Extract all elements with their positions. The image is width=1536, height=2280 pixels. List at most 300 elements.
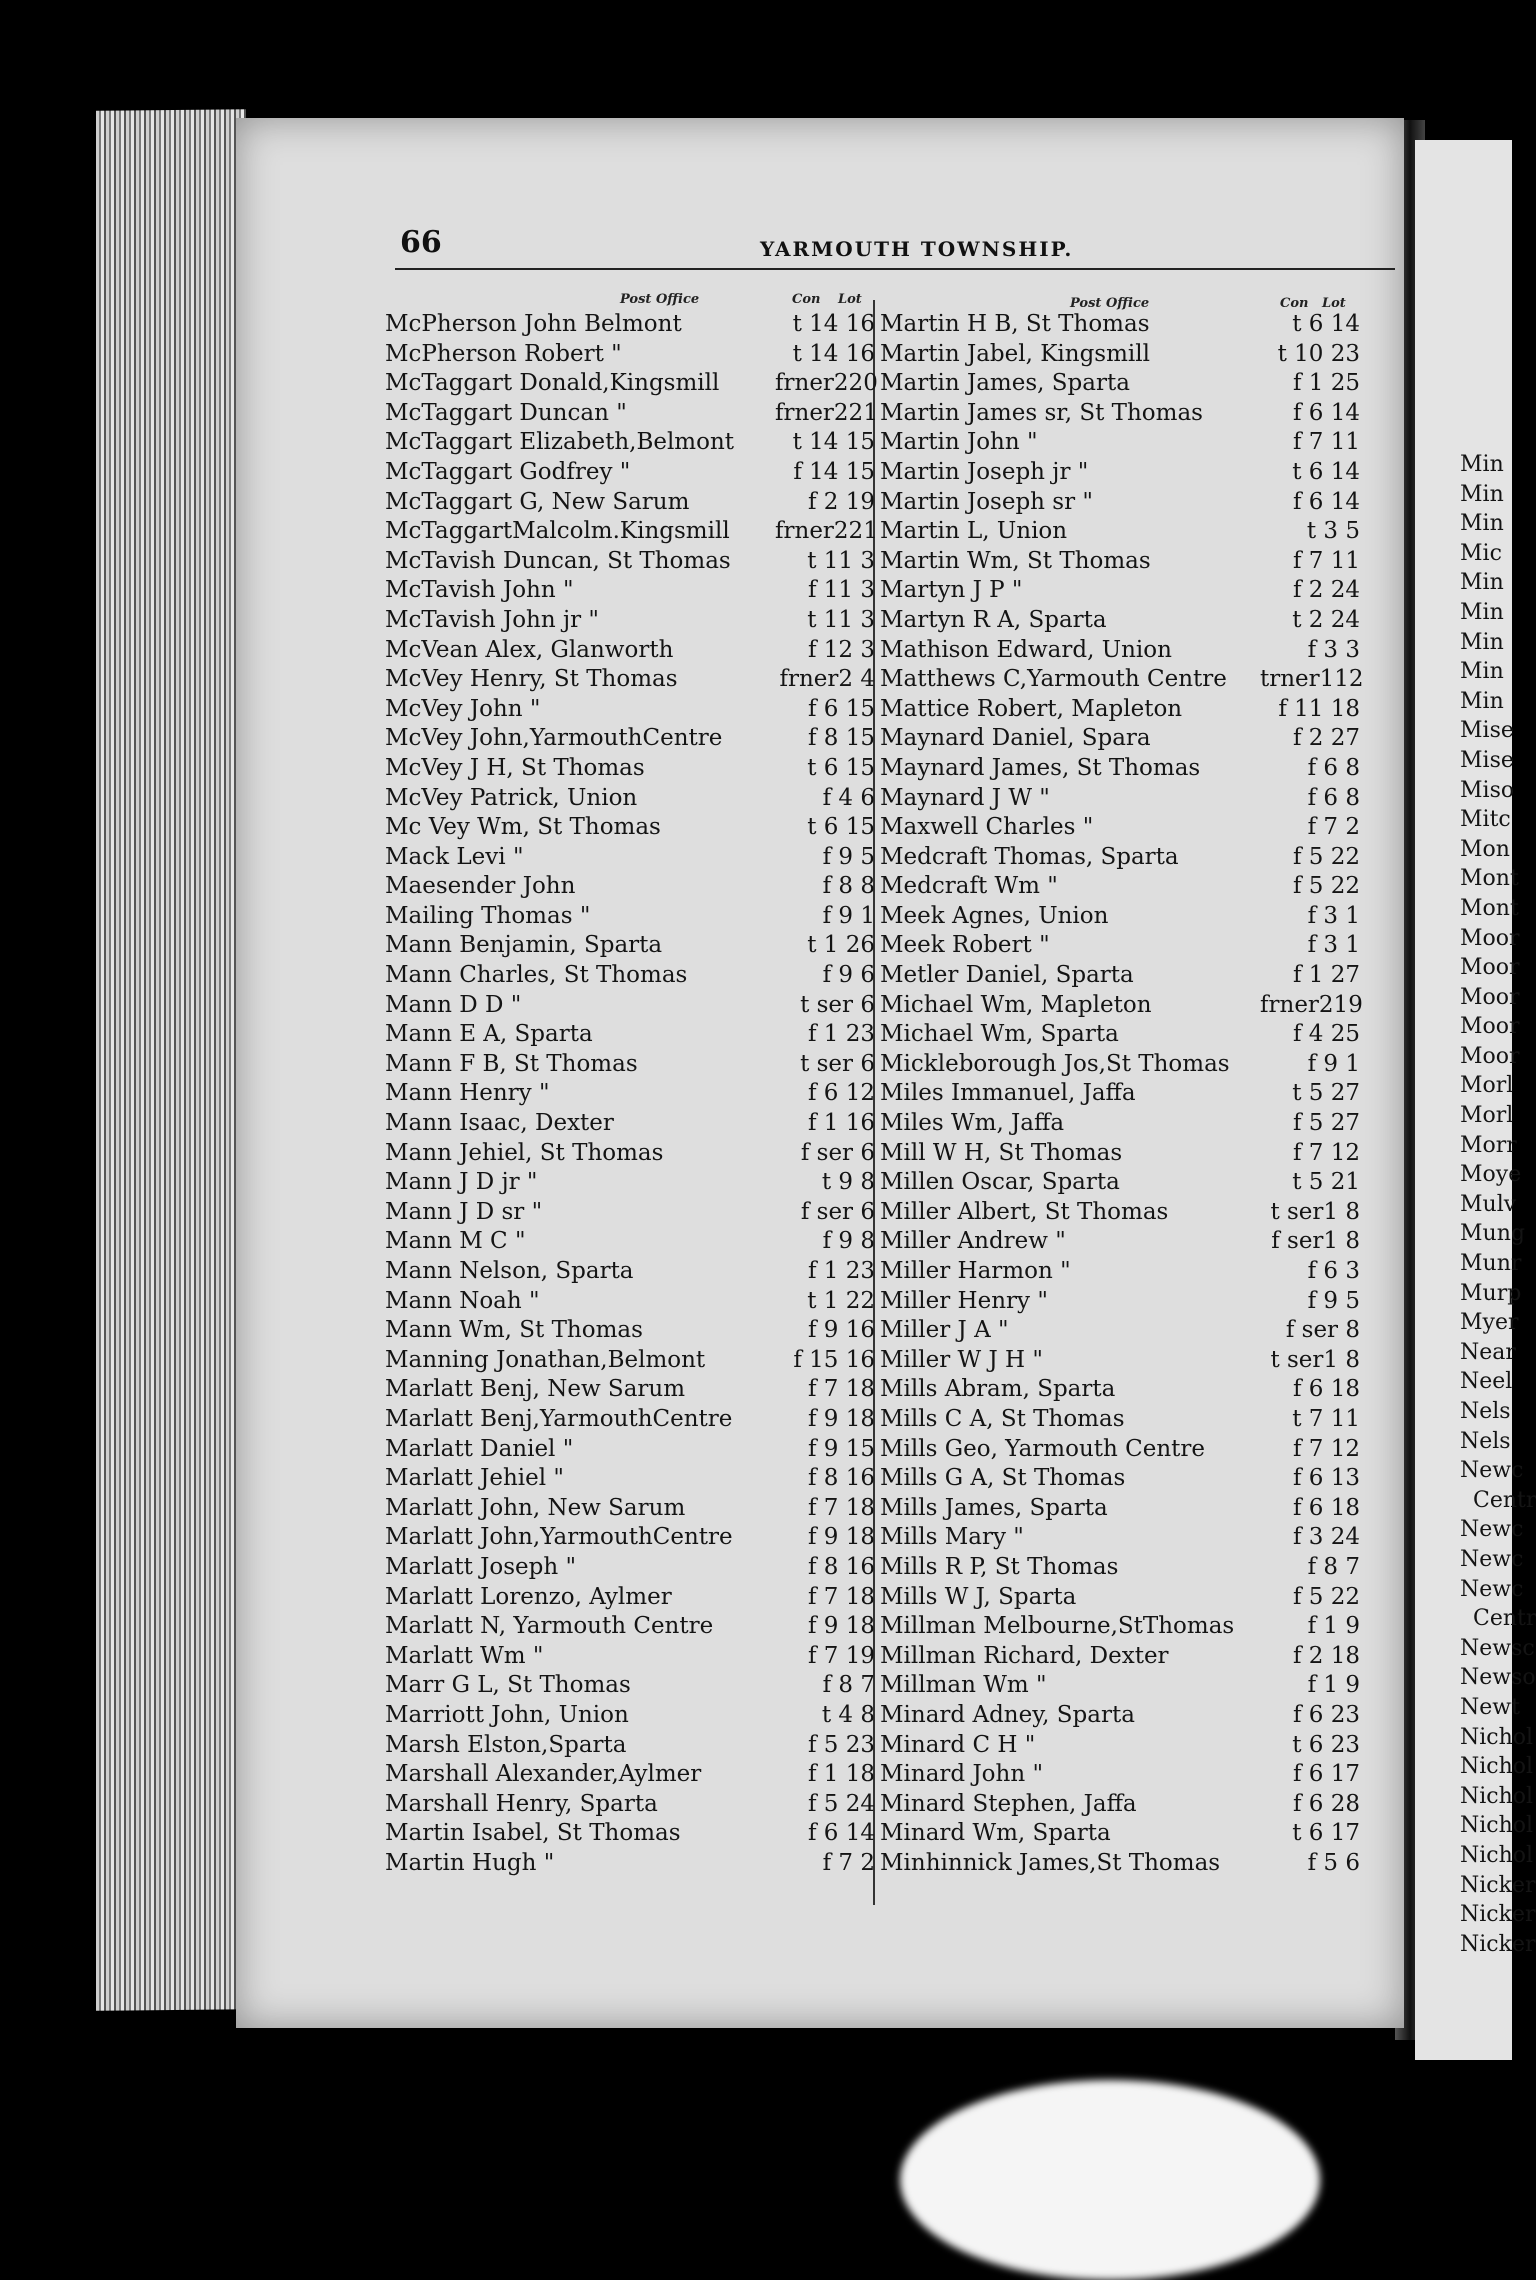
facing-page-fragment: Nichol — [1460, 1724, 1534, 1750]
entry-con-lot: f ser 6 — [800, 1139, 875, 1166]
facing-page-fragment: Nicker — [1460, 1872, 1536, 1898]
entry-con-lot: f 9 18 — [807, 1524, 875, 1551]
entry-name: Metler Daniel, Sparta — [880, 962, 1134, 989]
entry-con-lot: f 6 18 — [1292, 1376, 1360, 1403]
entry-name: Martin L, Union — [880, 518, 1068, 545]
entry-name: Martin Joseph sr " — [880, 488, 1093, 515]
list-item — [880, 1375, 1360, 1405]
entry-name: Manning Jonathan,Belmont — [385, 1346, 706, 1373]
list-item — [385, 724, 875, 754]
entry-name: Meek Agnes, Union — [880, 902, 1109, 929]
entry-name: Mann M C " — [385, 1228, 526, 1255]
list-item — [880, 1494, 1360, 1524]
list-item — [385, 1168, 875, 1198]
list-item — [385, 931, 875, 961]
facing-page — [1415, 140, 1536, 2060]
list-item — [880, 1139, 1360, 1169]
book-page-edges — [96, 109, 246, 2011]
entry-name: Millman Melbourne,StThomas — [880, 1613, 1235, 1640]
entry-con-lot: f 8 16 — [807, 1465, 875, 1492]
entry-con-lot: f 6 8 — [1307, 754, 1360, 781]
entry-con-lot: f 7 11 — [1292, 429, 1360, 456]
entry-con-lot: f 5 22 — [1292, 1583, 1360, 1610]
entry-name: Miller W J H " — [880, 1346, 1043, 1373]
facing-page-fragment: Munr — [1460, 1251, 1522, 1277]
entry-con-lot: f 4 6 — [822, 784, 875, 811]
entry-con-lot: t 5 21 — [1292, 1169, 1360, 1196]
entry-name: Martyn J P " — [880, 577, 1023, 604]
entry-name: Mann Isaac, Dexter — [385, 1110, 614, 1137]
facing-page-fragment: Min — [1460, 599, 1504, 625]
list-item — [880, 369, 1360, 399]
list-item — [880, 1671, 1360, 1701]
entry-name: Marshall Henry, Sparta — [385, 1790, 658, 1817]
entry-name: McVean Alex, Glanworth — [385, 636, 674, 663]
entry-name: Mills C A, St Thomas — [880, 1405, 1125, 1432]
entry-con-lot: t 4 8 — [821, 1701, 875, 1728]
entry-con-lot: f 6 14 — [1292, 399, 1360, 426]
entry-con-lot: f 5 27 — [1292, 1110, 1360, 1137]
entry-name: Millman Richard, Dexter — [880, 1642, 1169, 1669]
list-item — [385, 1287, 875, 1317]
entry-name: Martin Jabel, Kingsmill — [880, 340, 1150, 367]
entry-con-lot: f 4 25 — [1292, 1021, 1360, 1048]
entry-con-lot: t 2 24 — [1292, 606, 1360, 633]
entry-con-lot: f 5 23 — [807, 1731, 875, 1758]
entry-name: Marlatt Lorenzo, Aylmer — [385, 1583, 672, 1610]
entry-con-lot: f 8 7 — [1307, 1553, 1360, 1580]
entry-name: Maynard J W " — [880, 784, 1050, 811]
list-item — [880, 1316, 1360, 1346]
entry-con-lot: t 9 8 — [821, 1169, 875, 1196]
facing-page-fragment: Moor — [1460, 1014, 1520, 1040]
entry-con-lot: frner221 — [775, 399, 878, 426]
entry-name: Marlatt Benj,YarmouthCentre — [385, 1405, 733, 1432]
entry-name: McTaggart G, New Sarum — [385, 488, 690, 515]
entry-con-lot: f 6 18 — [1292, 1494, 1360, 1521]
entry-con-lot: f 8 7 — [822, 1672, 875, 1699]
entry-con-lot: t 6 14 — [1292, 311, 1360, 337]
entry-con-lot: f 7 2 — [822, 1849, 875, 1876]
entry-con-lot: frner220 — [775, 370, 878, 397]
facing-page-list — [1415, 450, 1536, 1959]
entry-con-lot: t ser1 8 — [1270, 1198, 1360, 1225]
list-item — [880, 754, 1360, 784]
entry-name: Miller Henry " — [880, 1287, 1048, 1314]
entry-con-lot: t 6 15 — [807, 814, 875, 841]
entry-name: Minard Stephen, Jaffa — [880, 1790, 1137, 1817]
light-glare — [900, 2080, 1320, 2280]
entry-con-lot: f 9 1 — [822, 902, 875, 929]
list-item — [385, 1405, 875, 1435]
entry-name: Miller J A " — [880, 1317, 1009, 1344]
entry-con-lot: trner112 — [1260, 666, 1364, 693]
list-item — [385, 1760, 875, 1790]
facing-page-fragment: Newc — [1460, 1517, 1524, 1543]
facing-page-fragment: Min — [1460, 481, 1504, 507]
entry-name: McVey Patrick, Union — [385, 784, 638, 811]
facing-page-fragment: Mulv — [1460, 1191, 1517, 1217]
list-item — [880, 1464, 1360, 1494]
entry-name: McPherson Robert " — [385, 340, 622, 367]
entry-con-lot: f 9 8 — [822, 1228, 875, 1255]
entry-name: Marriott John, Union — [385, 1701, 629, 1728]
facing-page-fragment: Morr — [1460, 1132, 1517, 1158]
entry-name: Miller Harmon " — [880, 1258, 1071, 1284]
entry-con-lot: f 3 3 — [1307, 636, 1360, 663]
list-item — [385, 517, 878, 547]
entry-name: Mills Geo, Yarmouth Centre — [880, 1435, 1205, 1462]
list-item — [385, 1494, 875, 1524]
entry-name: Marlatt Benj, New Sarum — [385, 1376, 686, 1403]
facing-page-fragment: Centr — [1473, 1606, 1536, 1632]
list-item — [385, 636, 875, 666]
list-item — [880, 724, 1360, 754]
entry-name: McTaggart Donald,Kingsmill — [385, 370, 720, 397]
list-item — [385, 1731, 875, 1761]
entry-con-lot: f 15 16 — [793, 1346, 875, 1373]
facing-page-fragment: Centr — [1473, 1487, 1536, 1513]
facing-page-fragment: Mitc — [1460, 807, 1511, 833]
facing-page-fragment: Min — [1460, 570, 1504, 596]
entry-name: Mills G A, St Thomas — [880, 1465, 1126, 1492]
list-item — [880, 310, 1360, 340]
entry-name: Mill W H, St Thomas — [880, 1139, 1123, 1166]
entry-name: Mathison Edward, Union — [880, 636, 1172, 663]
entry-name: Minard John " — [880, 1761, 1044, 1788]
entry-name: Miles Immanuel, Jaffa — [880, 1080, 1136, 1107]
list-item — [880, 517, 1360, 547]
facing-page-fragment: Moor — [1460, 925, 1520, 951]
list-item — [880, 340, 1360, 370]
entry-con-lot: frner2 4 — [779, 666, 875, 693]
list-item — [880, 784, 1360, 814]
entry-con-lot: f 11 18 — [1278, 695, 1360, 722]
facing-page-fragment: Min — [1460, 452, 1504, 477]
entry-con-lot: f ser 6 — [800, 1198, 875, 1225]
list-item — [385, 1109, 875, 1139]
entry-name: Martin Isabel, St Thomas — [385, 1820, 681, 1847]
right-lot-header: Lot — [1322, 296, 1346, 311]
entry-name: Mack Levi " — [385, 843, 524, 870]
entry-name: Mills Mary " — [880, 1524, 1024, 1551]
entry-con-lot: t 14 16 — [792, 340, 875, 367]
facing-page-fragment: Nels — [1460, 1399, 1511, 1424]
entry-name: Marr G L, St Thomas — [385, 1672, 631, 1699]
facing-page-fragment: Nichol — [1460, 1813, 1534, 1839]
facing-page-fragment: Min — [1460, 511, 1504, 537]
entry-con-lot: f 1 18 — [807, 1761, 875, 1788]
list-item — [880, 458, 1360, 488]
entry-con-lot: f 9 5 — [822, 843, 875, 870]
entry-name: Medcraft Thomas, Sparta — [880, 843, 1179, 870]
list-item — [880, 1790, 1360, 1820]
entry-name: Miller Andrew " — [880, 1228, 1066, 1255]
entry-con-lot: f 2 27 — [1292, 725, 1360, 752]
list-item — [385, 547, 875, 577]
list-item — [880, 1109, 1360, 1139]
entry-name: Medcraft Wm " — [880, 873, 1058, 900]
entry-con-lot: t 6 15 — [807, 754, 875, 781]
entry-name: Michael Wm, Mapleton — [880, 991, 1152, 1018]
facing-page-fragment: Morl — [1460, 1073, 1514, 1099]
entry-con-lot: t 6 14 — [1292, 458, 1360, 485]
list-item — [880, 428, 1360, 458]
entry-name: Martin Hugh " — [385, 1849, 555, 1876]
entry-con-lot: f 6 14 — [807, 1820, 875, 1847]
list-item — [385, 1079, 875, 1109]
facing-page-fragment: Nichol — [1460, 1754, 1534, 1780]
entry-con-lot: t ser 6 — [800, 1050, 875, 1077]
entry-name: Mann Jehiel, St Thomas — [385, 1139, 664, 1166]
facing-page-fragment: Nichol — [1460, 1783, 1534, 1809]
entry-name: Martin John " — [880, 429, 1038, 456]
facing-page-fragment: Neel — [1460, 1369, 1513, 1395]
entry-con-lot: f 9 6 — [822, 962, 875, 989]
entry-con-lot: t 6 17 — [1292, 1820, 1360, 1847]
facing-page-fragment: Newc — [1460, 1576, 1524, 1602]
list-item — [385, 1553, 875, 1583]
entry-name: Martyn R A, Sparta — [880, 606, 1107, 633]
entry-con-lot: f 2 19 — [807, 488, 875, 515]
entry-name: Millen Oscar, Sparta — [880, 1169, 1120, 1196]
list-item — [385, 961, 875, 991]
facing-page-fragment: Nicker — [1460, 1931, 1536, 1957]
entry-name: Marlatt John,YarmouthCentre — [385, 1524, 733, 1551]
entry-con-lot: f 8 16 — [807, 1553, 875, 1580]
entry-name: Minard Adney, Sparta — [880, 1701, 1135, 1728]
list-item — [880, 1227, 1360, 1257]
entry-con-lot: f 6 23 — [1292, 1701, 1360, 1728]
page-number: 66 — [400, 225, 442, 260]
entry-name: McVey Henry, St Thomas — [385, 666, 678, 693]
entry-con-lot: f 12 3 — [807, 636, 875, 663]
entry-con-lot: f 7 2 — [1307, 814, 1360, 841]
left-post-office-header: Post Office — [620, 292, 700, 307]
list-item — [385, 1849, 875, 1879]
list-item — [880, 1760, 1360, 1790]
list-item — [385, 1257, 875, 1287]
entry-name: Marlatt Joseph " — [385, 1553, 577, 1580]
entry-con-lot: f 8 15 — [807, 725, 875, 752]
facing-page-fragment: Moor — [1460, 955, 1520, 981]
entry-name: Maynard Daniel, Spara — [880, 725, 1151, 752]
entry-name: Mann Wm, St Thomas — [385, 1317, 643, 1344]
list-item — [385, 576, 875, 606]
entry-con-lot: f 14 15 — [793, 458, 875, 485]
entry-name: Mann J D jr " — [385, 1169, 538, 1196]
facing-page-fragment: Mise — [1460, 718, 1514, 744]
list-item — [385, 813, 875, 843]
facing-page-fragment: Min — [1460, 659, 1504, 685]
facing-page-fragment: Moor — [1460, 1043, 1520, 1069]
facing-page-fragment: Min — [1460, 688, 1504, 714]
facing-page-fragment: Newc — [1460, 1546, 1524, 1572]
page-title: YARMOUTH TOWNSHIP. — [760, 237, 1074, 261]
entry-name: Meek Robert " — [880, 932, 1050, 959]
entry-con-lot: f 7 11 — [1292, 547, 1360, 574]
entry-con-lot: f 7 12 — [1292, 1435, 1360, 1462]
entry-con-lot: f 6 13 — [1292, 1465, 1360, 1492]
entry-con-lot: t 11 3 — [807, 547, 875, 574]
entry-name: Martin James sr, St Thomas — [880, 399, 1203, 426]
entry-con-lot: f 9 5 — [1307, 1287, 1360, 1314]
entry-name: Minhinnick James,St Thomas — [880, 1849, 1221, 1876]
left-con-header: Con — [792, 292, 821, 307]
entry-name: Minard C H " — [880, 1731, 1036, 1758]
facing-page-fragment: Mung — [1460, 1221, 1525, 1247]
entry-name: Maynard James, St Thomas — [880, 754, 1201, 781]
facing-page-fragment: Mont — [1460, 895, 1519, 921]
list-item — [880, 1701, 1360, 1731]
list-item — [880, 1050, 1360, 1080]
list-item — [880, 636, 1360, 666]
entry-con-lot: f 9 1 — [1307, 1050, 1360, 1077]
facing-page-fragment: Myer — [1460, 1310, 1519, 1336]
entry-name: Martin Joseph jr " — [880, 458, 1089, 485]
entry-name: Mann F B, St Thomas — [385, 1050, 638, 1077]
entry-name: Marshall Alexander,Aylmer — [385, 1761, 702, 1788]
list-item — [385, 843, 875, 873]
list-item — [880, 843, 1360, 873]
entry-con-lot: f 6 8 — [1307, 784, 1360, 811]
facing-page-fragment: Mon — [1460, 836, 1510, 862]
facing-page-fragment: Mise — [1460, 747, 1514, 773]
list-item — [880, 1523, 1360, 1553]
entry-name: Mailing Thomas " — [385, 902, 591, 929]
list-item — [385, 1671, 875, 1701]
list-item — [385, 1583, 875, 1613]
list-item — [385, 1346, 875, 1376]
list-item — [385, 1198, 875, 1228]
facing-page-fragment: Min — [1460, 629, 1504, 655]
list-item — [385, 399, 878, 429]
facing-page-fragment: Near — [1460, 1339, 1516, 1365]
entry-name: Marsh Elston,Sparta — [385, 1731, 627, 1758]
list-item — [385, 1050, 875, 1080]
list-item — [385, 1375, 875, 1405]
entry-con-lot: f ser 8 — [1285, 1317, 1360, 1344]
facing-page-fragment: Moye — [1460, 1162, 1522, 1188]
entry-con-lot: f 6 28 — [1292, 1790, 1360, 1817]
facing-page-fragment: Newsc — [1460, 1635, 1535, 1661]
entry-name: Maxwell Charles " — [880, 814, 1094, 841]
entry-name: McTaggartMalcolm.Kingsmill — [385, 518, 730, 545]
entry-con-lot: f 5 24 — [807, 1790, 875, 1817]
entry-con-lot: t 14 15 — [792, 429, 875, 456]
list-item — [880, 872, 1360, 902]
list-item — [880, 1849, 1360, 1879]
list-item — [880, 1020, 1360, 1050]
list-item — [880, 1405, 1360, 1435]
list-item — [880, 1731, 1360, 1761]
facing-page-fragment: Morl — [1460, 1103, 1514, 1129]
header-rule — [395, 268, 1395, 270]
list-item — [385, 458, 875, 488]
entry-con-lot: f 1 27 — [1292, 962, 1360, 989]
facing-page-fragment: Mont — [1460, 866, 1519, 892]
entry-name: Mann Noah " — [385, 1287, 540, 1314]
list-item — [385, 1139, 875, 1169]
entry-con-lot: f 1 16 — [807, 1110, 875, 1137]
entry-name: Michael Wm, Sparta — [880, 1021, 1119, 1048]
entry-name: McTaggart Godfrey " — [385, 458, 631, 485]
list-item — [385, 488, 875, 518]
list-item — [385, 991, 875, 1021]
entry-con-lot: f 3 1 — [1307, 902, 1360, 929]
entry-name: Martin James, Sparta — [880, 370, 1130, 397]
facing-page-fragment: Miso — [1460, 777, 1515, 803]
facing-page-fragment: Mic — [1460, 540, 1502, 566]
entry-name: Mattice Robert, Mapleton — [880, 695, 1183, 722]
entry-name: McVey John,YarmouthCentre — [385, 725, 723, 752]
entry-con-lot: f 5 6 — [1307, 1849, 1360, 1876]
entry-name: Marlatt John, New Sarum — [385, 1494, 686, 1521]
entry-name: Mann Charles, St Thomas — [385, 962, 688, 989]
left-column-list — [385, 310, 878, 1878]
list-item — [880, 902, 1360, 932]
facing-page-fragment: Newc — [1460, 1458, 1524, 1484]
entry-name: Miller Albert, St Thomas — [880, 1198, 1169, 1225]
entry-con-lot: f 7 18 — [807, 1376, 875, 1403]
list-item — [880, 1642, 1360, 1672]
entry-name: Mills James, Sparta — [880, 1494, 1108, 1521]
entry-name: McTaggart Elizabeth,Belmont — [385, 429, 735, 456]
facing-page-fragment: Moor — [1460, 984, 1520, 1010]
entry-con-lot: f 3 1 — [1307, 932, 1360, 959]
list-item — [880, 606, 1360, 636]
list-item — [880, 1583, 1360, 1613]
list-item — [385, 872, 875, 902]
list-item — [880, 488, 1360, 518]
entry-con-lot: f 11 3 — [807, 577, 875, 604]
entry-con-lot: f 6 12 — [807, 1080, 875, 1107]
list-item — [880, 991, 1363, 1021]
entry-name: McTavish Duncan, St Thomas — [385, 547, 731, 574]
entry-con-lot: t 1 26 — [807, 932, 875, 959]
right-post-office-header: Post Office — [1070, 296, 1150, 311]
list-item — [385, 1819, 875, 1849]
list-item — [385, 784, 875, 814]
list-item — [385, 902, 875, 932]
entry-con-lot: t 3 5 — [1306, 518, 1360, 545]
list-item — [880, 1553, 1360, 1583]
entry-name: Millman Wm " — [880, 1672, 1047, 1699]
list-item — [880, 1346, 1360, 1376]
list-item — [385, 1316, 875, 1346]
entry-con-lot: f 1 9 — [1307, 1613, 1360, 1640]
entry-con-lot: frner219 — [1260, 991, 1363, 1018]
list-item — [385, 754, 875, 784]
entry-con-lot: f 6 14 — [1292, 488, 1360, 515]
entry-con-lot: f 6 17 — [1292, 1761, 1360, 1788]
list-item — [880, 1198, 1360, 1228]
entry-con-lot: t 14 16 — [792, 311, 875, 337]
entry-name: Martin H B, St Thomas — [880, 311, 1150, 337]
list-item — [880, 931, 1360, 961]
list-item — [880, 399, 1360, 429]
list-item — [385, 1701, 875, 1731]
entry-name: McVey John " — [385, 695, 541, 722]
entry-con-lot: f 7 18 — [807, 1583, 875, 1610]
list-item — [880, 1435, 1360, 1465]
entry-name: Mann Nelson, Sparta — [385, 1258, 634, 1284]
entry-name: Mickleborough Jos,St Thomas — [880, 1050, 1230, 1077]
entry-con-lot: f 5 22 — [1292, 843, 1360, 870]
entry-name: Marlatt Wm " — [385, 1642, 544, 1669]
facing-page-fragment: Nicker — [1460, 1902, 1536, 1928]
entry-name: Mills Abram, Sparta — [880, 1376, 1116, 1403]
